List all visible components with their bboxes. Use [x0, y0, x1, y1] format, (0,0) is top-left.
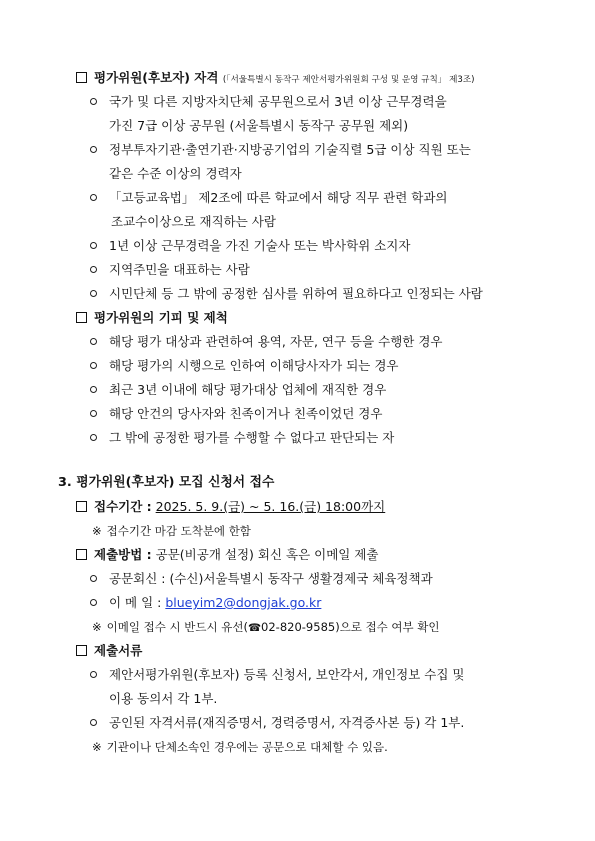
section-exclusion-header: [76, 310, 228, 326]
circle-bullet-icon: [90, 410, 97, 417]
method-label: 제출방법 :: [94, 547, 152, 562]
submission-method-row: [76, 547, 378, 563]
period-note: ※ 접수기간 마감 도착분에 한함: [92, 524, 251, 538]
official-reply-row: 공문회신 : (수신)서울특별시 동작구 생활경제국 체육정책과: [90, 571, 433, 587]
list-item: 해당 평가의 시행으로 인하여 이해당사자가 되는 경우: [90, 358, 399, 374]
reference-mark-icon: ※: [92, 740, 102, 754]
circle-bullet-icon: [90, 338, 97, 345]
list-item: 국가 및 다른 지방자치단체 공무원으로서 3년 이상 근무경력을: [90, 94, 447, 110]
method-value: 공문(비공개 설정) 회신 혹은 이메일 제출: [155, 547, 379, 562]
email-link[interactable]: blueyim2@dongjak.go.kr: [165, 595, 322, 610]
documents-title: 제출서류: [94, 643, 143, 658]
circle-bullet-icon: [90, 719, 97, 726]
list-item: 해당 평가 대상과 관련하여 용역, 자문, 연구 등을 수행한 경우: [90, 334, 443, 350]
checkbox-square-icon: [76, 72, 87, 83]
checkbox-square-icon: [76, 312, 87, 323]
list-item-continuation: 가진 7급 이상 공무원 (서울특별시 동작구 공무원 제외): [109, 118, 409, 133]
list-item: 「고등교육법」 제2조에 따른 학교에서 해당 직무 관련 학과의: [90, 190, 448, 206]
circle-bullet-icon: [90, 386, 97, 393]
circle-bullet-icon: [90, 98, 97, 105]
list-item: 해당 안건의 당사자와 친족이거나 친족이었던 경우: [90, 406, 382, 422]
circle-bullet-icon: [90, 146, 97, 153]
checkbox-square-icon: [76, 645, 87, 656]
documents-header: [76, 643, 142, 659]
list-item-continuation: 이용 동의서 각 1부.: [109, 691, 218, 706]
section-3-heading: 3. 평가위원(후보자) 모집 신청서 접수: [58, 475, 275, 490]
regulation-reference: (「서울특별시 동작구 제안서평가위원회 구성 및 운영 규칙」 제3조): [222, 75, 475, 85]
circle-bullet-icon: [90, 266, 97, 273]
list-item: 지역주민을 대표하는 사람: [90, 262, 250, 278]
list-item: 시민단체 등 그 밖에 공정한 심사를 위하여 필요하다고 인정되는 사람: [90, 286, 483, 302]
checkbox-square-icon: [76, 549, 87, 560]
period-value: 2025. 5. 9.(금) ~ 5. 16.(금) 18:00까지: [155, 499, 386, 514]
circle-bullet-icon: [90, 599, 97, 606]
circle-bullet-icon: [90, 290, 97, 297]
phone-number: 02-820-9585: [261, 620, 336, 634]
list-item: 정부투자기관·출연기관·지방공기업의 기술직렬 5급 이상 직원 또는: [90, 142, 471, 158]
section-qualification-header: [76, 70, 475, 88]
phone-icon: ☎: [247, 622, 262, 634]
email-note: ※ 이메일 접수 시 반드시 유선(☎02-820-9585)으로 접수 여부 확인: [92, 620, 440, 634]
circle-bullet-icon: [90, 362, 97, 369]
email-row: 이 메 일 : blueyim2@dongjak.go.kr: [90, 595, 321, 611]
list-item-continuation: 같은 수준 이상의 경력자: [109, 166, 242, 181]
list-item-continuation: 조교수이상으로 재직하는 사람: [111, 214, 276, 229]
circle-bullet-icon: [90, 434, 97, 441]
reference-mark-icon: ※: [92, 620, 102, 634]
list-item: 공인된 자격서류(재직증명서, 경력증명서, 자격증사본 등) 각 1부.: [90, 715, 464, 731]
list-item: 1년 이상 근무경력을 가진 기술사 또는 박사학위 소지자: [90, 238, 410, 254]
period-label: 접수기간 :: [94, 499, 152, 514]
circle-bullet-icon: [90, 671, 97, 678]
documents-note: ※ 기관이나 단체소속인 경우에는 공문으로 대체할 수 있음.: [92, 740, 388, 754]
checkbox-square-icon: [76, 501, 87, 512]
application-period-row: [76, 499, 385, 515]
section-title: 평가위원(후보자) 자격: [94, 70, 219, 85]
list-item: 제안서평가위원(후보자) 등록 신청서, 보안각서, 개인정보 수집 및: [90, 667, 465, 683]
circle-bullet-icon: [90, 242, 97, 249]
circle-bullet-icon: [90, 575, 97, 582]
list-item: 최근 3년 이내에 해당 평가대상 업체에 재직한 경우: [90, 382, 386, 398]
section-title: 평가위원의 기피 및 제척: [94, 310, 228, 325]
reference-mark-icon: ※: [92, 524, 102, 538]
list-item: 그 밖에 공정한 평가를 수행할 수 없다고 판단되는 자: [90, 430, 394, 446]
circle-bullet-icon: [90, 194, 97, 201]
